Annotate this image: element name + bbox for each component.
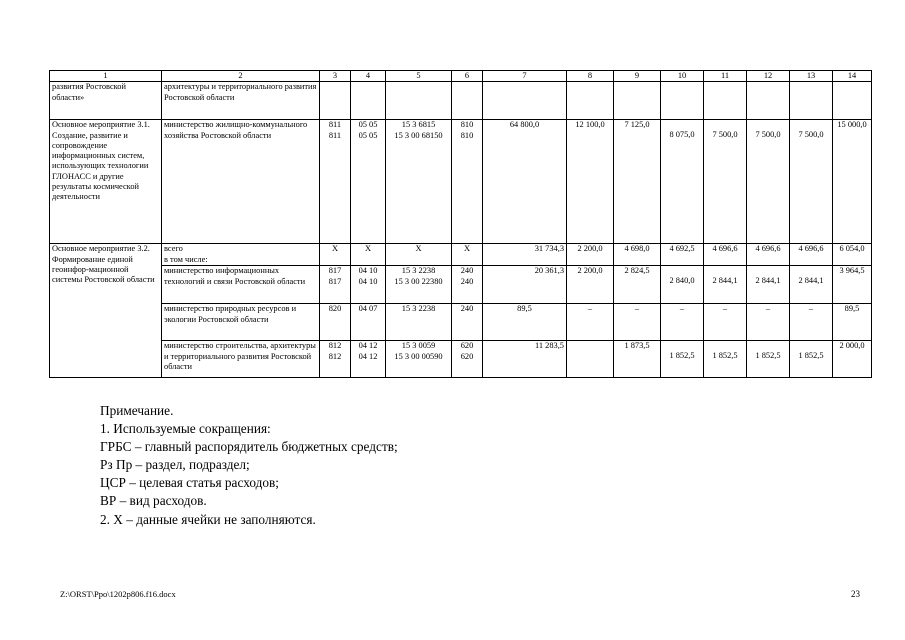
header-cell: 3 <box>320 71 351 82</box>
year-value-cell: 1 852,5 <box>747 341 790 378</box>
csr-cell: 15 3 2238 15 3 00 22380 <box>386 266 452 304</box>
year-value-cell: 7 125,0 <box>614 120 661 244</box>
total-cell: 11 283,5 <box>483 341 567 378</box>
activity-cell: Основное мероприятие 3.1. Создание, развитие и сопровождение информационных систем, использующих технологии ГЛОНАСС и другие результаты космической деятельности <box>50 120 162 244</box>
year-value-cell: 4 696,6 <box>704 244 747 266</box>
total-cell: 20 361,3 <box>483 266 567 304</box>
year-value-cell: 2 200,0 <box>567 266 614 304</box>
table-row <box>50 120 872 244</box>
budget-table <box>49 70 872 378</box>
grbs-cell: 812 812 <box>320 341 351 378</box>
year-value-cell: – <box>661 304 704 341</box>
year-value-cell: 7 500,0 <box>790 120 833 244</box>
year-value-cell: – <box>614 304 661 341</box>
notes-section <box>100 402 398 529</box>
year-value-cell: 2 844,1 <box>747 266 790 304</box>
year-value-cell: 12 100,0 <box>567 120 614 244</box>
year-value-cell: 4 698,0 <box>614 244 661 266</box>
grbs-cell: 811 811 <box>320 120 351 244</box>
header-cell: 8 <box>567 71 614 82</box>
program-name-cell: развития Ростовской области» <box>50 82 162 120</box>
year-value-cell: 1 852,5 <box>704 341 747 378</box>
table-row <box>50 82 872 120</box>
year-value-cell: 7 500,0 <box>747 120 790 244</box>
rzpr-cell: 05 05 05 05 <box>351 120 386 244</box>
header-cell: 11 <box>704 71 747 82</box>
total-cell: 31 734,3 <box>483 244 567 266</box>
year-value-cell <box>567 341 614 378</box>
activity-cell: Основное мероприятие 3.2. Формирование единой геоинфор-мационной системы Ростовской области <box>50 244 162 378</box>
note-line: ВР – вид расходов. <box>100 493 207 509</box>
rzpr-cell: X <box>351 244 386 266</box>
table-row <box>50 341 872 378</box>
csr-cell: X <box>386 244 452 266</box>
executor-cell: всего в том числе: <box>162 244 320 266</box>
year-value-cell: 6 054,0 <box>833 244 872 266</box>
header-cell: 5 <box>386 71 452 82</box>
year-value-cell: 89,5 <box>833 304 872 341</box>
note-line: 1. Используемые сокращения: <box>100 421 271 437</box>
vr-cell: 620 620 <box>452 341 483 378</box>
year-value-cell: 3 964,5 <box>833 266 872 304</box>
year-value-cell: 1 852,5 <box>790 341 833 378</box>
note-line: ЦСР – целевая статья расходов; <box>100 475 279 491</box>
vr-cell: 240 <box>452 304 483 341</box>
executor-cell: министерство природных ресурсов и экологии Ростовской области <box>162 304 320 341</box>
year-value-cell: – <box>747 304 790 341</box>
grbs-cell: X <box>320 244 351 266</box>
year-value-cell: 4 696,6 <box>747 244 790 266</box>
year-value-cell: 2 844,1 <box>790 266 833 304</box>
year-value-cell: 1 873,5 <box>614 341 661 378</box>
header-cell: 4 <box>351 71 386 82</box>
page-number: 23 <box>851 589 860 599</box>
header-cell: 1 <box>50 71 162 82</box>
grbs-cell: 820 <box>320 304 351 341</box>
header-cell: 9 <box>614 71 661 82</box>
csr-cell: 15 3 0059 15 3 00 00590 <box>386 341 452 378</box>
footer-file-path: Z:\ORST\Ppo\1202p806.f16.docx <box>60 589 176 599</box>
year-value-cell: 2 844,1 <box>704 266 747 304</box>
note-line: 2. X – данные ячейки не заполняются. <box>100 511 316 527</box>
header-cell: 10 <box>661 71 704 82</box>
note-line: Рз Пр – раздел, подраздел; <box>100 457 250 473</box>
note-line: ГРБС – главный распорядитель бюджетных средств; <box>100 439 398 455</box>
table-row <box>50 266 872 304</box>
year-value-cell: 4 696,6 <box>790 244 833 266</box>
executor-cell: архитектуры и территориального развития Ростовской области <box>162 82 320 120</box>
year-value-cell: – <box>790 304 833 341</box>
table-row <box>50 304 872 341</box>
header-cell: 6 <box>452 71 483 82</box>
rzpr-cell: 04 10 04 10 <box>351 266 386 304</box>
executor-cell: министерство жилищно-коммунального хозяйства Ростовской области <box>162 120 320 244</box>
grbs-cell: 817 817 <box>320 266 351 304</box>
year-value-cell: 2 840,0 <box>661 266 704 304</box>
year-value-cell: 2 824,5 <box>614 266 661 304</box>
csr-cell: 15 3 2238 <box>386 304 452 341</box>
total-cell: 64 800,0 <box>483 120 567 244</box>
header-cell: 14 <box>833 71 872 82</box>
total-cell: 89,5 <box>483 304 567 341</box>
year-value-cell: 2 200,0 <box>567 244 614 266</box>
year-value-cell: 15 000,0 <box>833 120 872 244</box>
rzpr-cell: 04 12 04 12 <box>351 341 386 378</box>
year-value-cell: 8 075,0 <box>661 120 704 244</box>
vr-cell: 810 810 <box>452 120 483 244</box>
header-row <box>50 71 872 82</box>
year-value-cell: 1 852,5 <box>661 341 704 378</box>
notes-title: Примечание. <box>100 403 174 418</box>
header-cell: 12 <box>747 71 790 82</box>
vr-cell: X <box>452 244 483 266</box>
year-value-cell: 2 000,0 <box>833 341 872 378</box>
header-cell: 13 <box>790 71 833 82</box>
year-value-cell: – <box>704 304 747 341</box>
header-cell: 2 <box>162 71 320 82</box>
year-value-cell: – <box>567 304 614 341</box>
year-value-cell: 7 500,0 <box>704 120 747 244</box>
table-row <box>50 244 872 266</box>
rzpr-cell: 04 07 <box>351 304 386 341</box>
executor-cell: министерство строительства, архитектуры и территориального развития Ростовской области <box>162 341 320 378</box>
vr-cell: 240 240 <box>452 266 483 304</box>
header-cell: 7 <box>483 71 567 82</box>
csr-cell: 15 3 6815 15 3 00 68150 <box>386 120 452 244</box>
executor-cell: министерство информационных технологий и связи Ростовской области <box>162 266 320 304</box>
year-value-cell: 4 692,5 <box>661 244 704 266</box>
